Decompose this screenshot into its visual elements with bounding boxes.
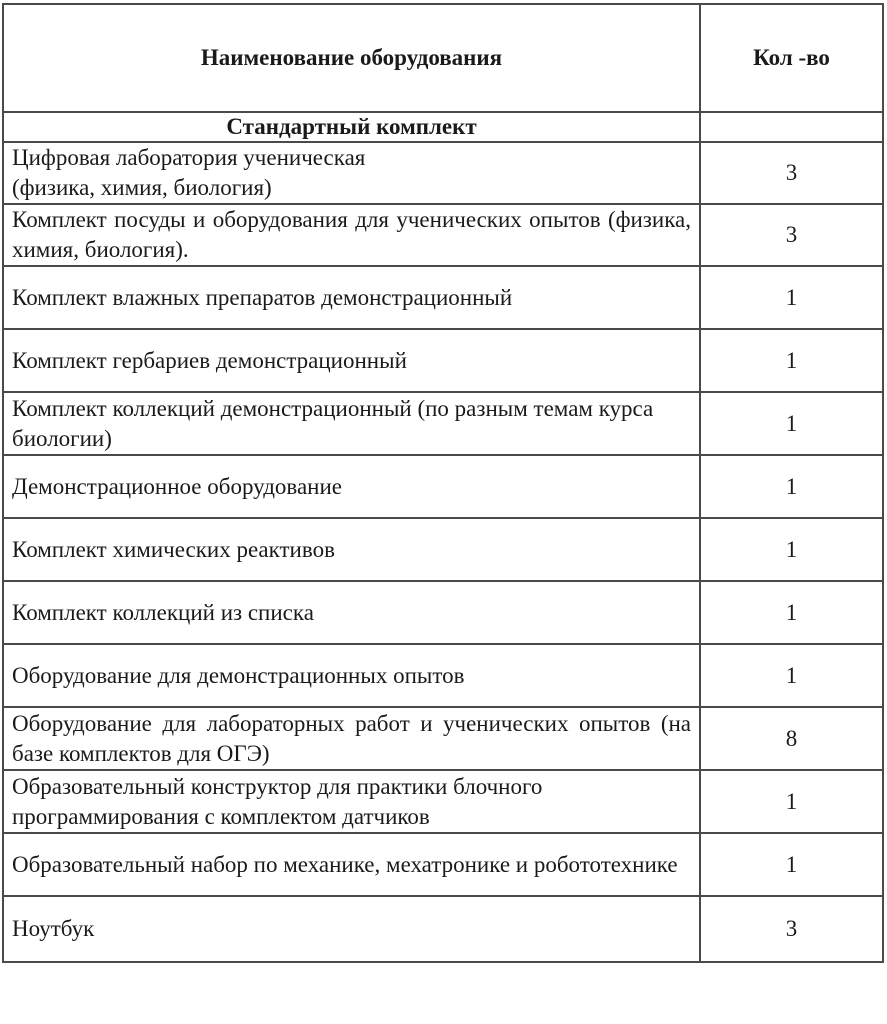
item-name: Оборудование для лабораторных работ и ученических опытов (на базе комплектов для ОГЭ)	[3, 707, 700, 770]
section-qty-empty	[700, 112, 883, 142]
section-title: Стандартный комплект	[3, 112, 700, 142]
item-name: Цифровая лаборатория ученическая (физика, химия, биология)	[3, 142, 700, 204]
table-row	[3, 329, 883, 392]
item-name: Оборудование для демонстрационных опытов	[3, 644, 700, 707]
table-row	[3, 392, 883, 455]
item-qty: 1	[700, 581, 883, 644]
item-qty: 1	[700, 392, 883, 455]
item-qty: 1	[700, 833, 883, 896]
item-qty: 1	[700, 644, 883, 707]
table-row	[3, 833, 883, 896]
item-name: Ноутбук	[3, 896, 700, 962]
item-qty: 3	[700, 896, 883, 962]
item-name: Демонстрационное оборудование	[3, 455, 700, 518]
table-row	[3, 142, 883, 204]
item-name: Комплект посуды и оборудования для ученических опытов (физика, химия, биология).	[3, 204, 700, 266]
item-name: Образовательный конструктор для практики блочного программирования с комплектом датчиков	[3, 770, 700, 833]
item-name: Образовательный набор по механике, мехатронике и робототехнике	[3, 833, 700, 896]
table-row	[3, 896, 883, 962]
item-qty: 3	[700, 204, 883, 266]
item-name: Комплект коллекций демонстрационный (по разным темам курса биологии)	[3, 392, 700, 455]
item-qty: 1	[700, 770, 883, 833]
table-row	[3, 581, 883, 644]
header-name: Наименование оборудования	[3, 4, 700, 112]
item-qty: 1	[700, 518, 883, 581]
header-qty: Кол -во	[700, 4, 883, 112]
item-qty: 3	[700, 142, 883, 204]
equipment-table	[2, 3, 884, 963]
item-name: Комплект гербариев демонстрационный	[3, 329, 700, 392]
item-name: Комплект химических реактивов	[3, 518, 700, 581]
table-row	[3, 644, 883, 707]
table-row	[3, 518, 883, 581]
table-row	[3, 204, 883, 266]
table-row	[3, 707, 883, 770]
item-qty: 1	[700, 266, 883, 329]
item-name: Комплект коллекций из списка	[3, 581, 700, 644]
item-qty: 1	[700, 455, 883, 518]
item-qty: 1	[700, 329, 883, 392]
table-row	[3, 770, 883, 833]
section-row	[3, 112, 883, 142]
header-row	[3, 4, 883, 112]
item-qty: 8	[700, 707, 883, 770]
table-row	[3, 266, 883, 329]
table-row	[3, 455, 883, 518]
item-name: Комплект влажных препаратов демонстрационный	[3, 266, 700, 329]
